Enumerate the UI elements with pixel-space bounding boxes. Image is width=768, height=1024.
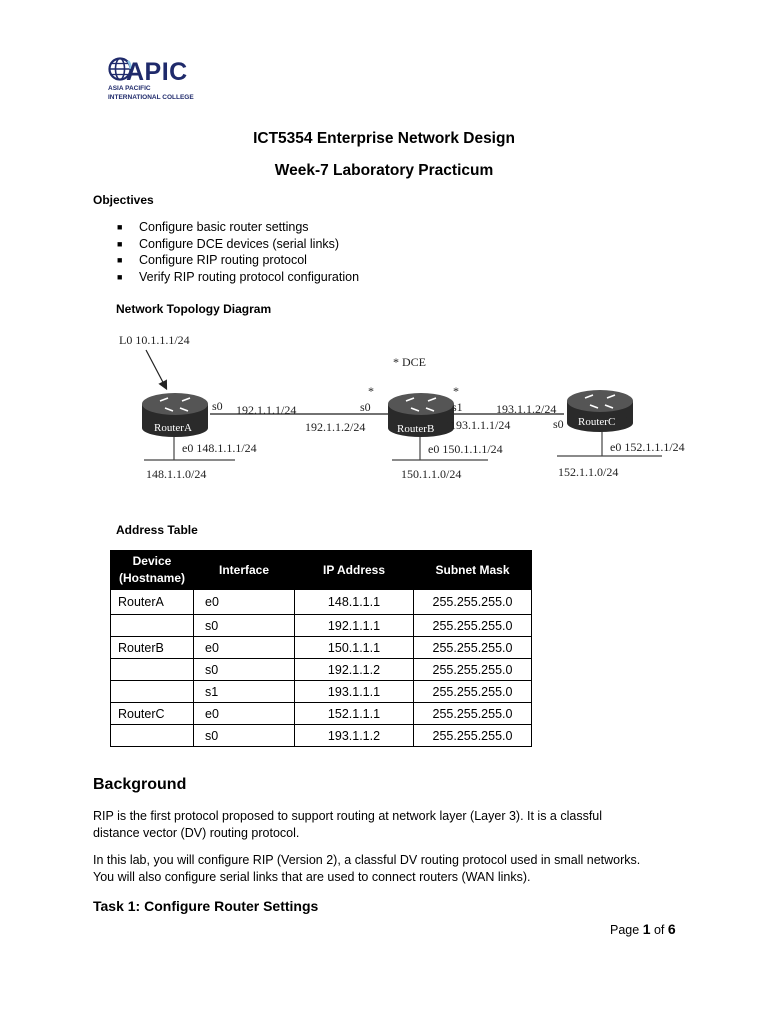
table-row: s0 192.1.1.2 255.255.255.0 [111, 659, 532, 681]
list-item: ■ Verify RIP routing protocol configuration [117, 269, 360, 284]
task-1-heading: Task 1: Configure Router Settings [93, 898, 319, 914]
router-a-label: RouterA [154, 422, 192, 434]
document-subtitle: Week-7 Laboratory Practicum [274, 162, 494, 179]
table-row: s1 193.1.1.1 255.255.255.0 [111, 681, 532, 703]
router-b-s0-label: s0 [360, 400, 371, 414]
table-row: RouterB e0 150.1.1.1 255.255.255.0 [111, 637, 532, 659]
lan-c-network: 152.1.1.0/24 [558, 465, 619, 479]
network-topology-diagram [110, 325, 710, 490]
bullet-icon: ■ [117, 222, 123, 232]
document-title: ICT5354 Enterprise Network Design [253, 130, 515, 147]
address-table-heading: Address Table [116, 523, 198, 537]
router-c-e0-label: e0 152.1.1.1/24 [610, 440, 685, 454]
column-header-ip: IP Address [295, 551, 414, 590]
router-b-s1-label: s1 [452, 400, 463, 414]
router-b-s1-ip: 193.1.1.1/24 [450, 418, 511, 432]
logo-subtitle-1: ASIA PACIFIC [108, 85, 151, 92]
table-row: RouterC e0 152.1.1.1 255.255.255.0 [111, 703, 532, 725]
table-row: RouterA e0 148.1.1.1 255.255.255.0 [111, 590, 532, 615]
dce-label: * DCE [393, 355, 426, 369]
objectives-list [117, 219, 359, 285]
list-item: ■ Configure RIP routing protocol [117, 253, 307, 267]
background-paragraph-1: RIP is the first protocol proposed to support routing at network layer (Layer 3). It is a classful distance vector (DV) routing protocol. [93, 809, 603, 840]
apic-logo [95, 45, 215, 109]
background-paragraph-2: In this lab, you will configure RIP (Version 2), a classful DV routing protocol used in small networks. You will also configure serial links that are used to connect routers (WAN links). [93, 853, 641, 884]
lan-b-network: 150.1.1.0/24 [401, 467, 462, 481]
dce-star-s1: * [453, 384, 459, 398]
objectives-heading: Objectives [93, 193, 154, 207]
router-b-label: RouterB [397, 423, 435, 435]
column-header-interface: Interface [194, 551, 295, 590]
router-b-s0-ip: 192.1.1.2/24 [305, 420, 366, 434]
column-header-device: Device (Hostname) [111, 551, 194, 590]
router-a-e0-label: e0 148.1.1.1/24 [182, 441, 257, 455]
router-a-s0-ip: 192.1.1.1/24 [236, 403, 297, 417]
logo-subtitle-2: INTERNATIONAL COLLEGE [108, 94, 194, 101]
lan-a-network: 148.1.1.0/24 [146, 467, 207, 481]
router-c-label: RouterC [578, 416, 616, 428]
address-table [110, 550, 532, 747]
loopback-label: L0 10.1.1.1/24 [119, 333, 190, 347]
table-row: s0 192.1.1.1 255.255.255.0 [111, 615, 532, 637]
list-item: ■ Configure DCE devices (serial links) [117, 236, 340, 251]
table-header-row [111, 551, 532, 590]
bullet-icon: ■ [117, 238, 123, 249]
column-header-mask: Subnet Mask [414, 551, 532, 590]
router-b-e0-label: e0 150.1.1.1/24 [428, 442, 503, 456]
logo-text: APIC [126, 58, 188, 86]
bullet-icon: ■ [117, 255, 123, 265]
router-c-s0-ip: 193.1.1.2/24 [496, 402, 557, 416]
loopback-arrow [146, 350, 166, 388]
router-c-s0-label: s0 [553, 417, 564, 431]
list-item: ■ Configure basic router settings [117, 220, 309, 234]
dce-star-s0: * [368, 384, 374, 398]
router-a-s0-label: s0 [212, 399, 223, 413]
background-heading: Background [93, 776, 187, 793]
page-number: Page 1 of 6 [610, 921, 676, 937]
bullet-icon: ■ [117, 271, 123, 282]
table-row: s0 193.1.1.2 255.255.255.0 [111, 725, 532, 747]
topology-heading: Network Topology Diagram [116, 302, 272, 316]
